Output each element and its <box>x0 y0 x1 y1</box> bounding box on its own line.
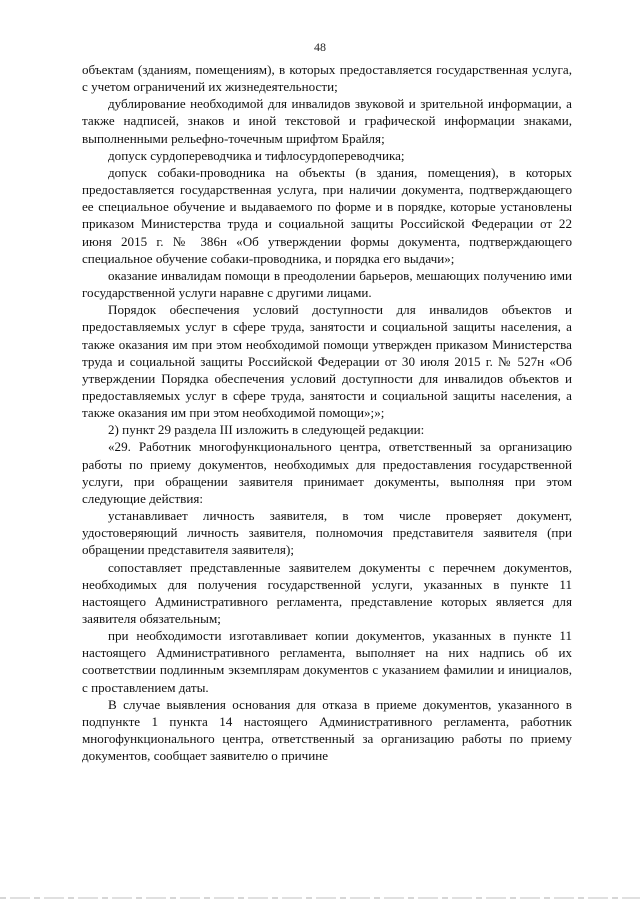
paragraph: при необходимости изготавливает копии документов, указанных в пункте 11 настоящего Административного регламента, выполняет на них надпись об их соответствии подлинным экземплярам документов с указанием фамилии и инициалов, с проставлением даты. <box>82 628 572 695</box>
paragraph: сопоставляет представленные заявителем документы с перечнем документов, необходимых для получения государственной услуги, указанных в пункте 11 настоящего Административного регламента, представление которых является для заявителя обязательным; <box>82 559 572 626</box>
paragraph: «29. Работник многофункционального центра, ответственный за организацию работы по приему документов, необходимых для предоставления государственной услуги, при обращении заявителя принимает документы, выполняя при этом следующие действия: <box>82 439 572 506</box>
paragraph: объектам (зданиям, помещениям), в которых предоставляется государственная услуга, с учетом ограничений их жизнедеятельности; <box>82 62 572 95</box>
paragraph: 2) пункт 29 раздела III изложить в следующей редакции: <box>108 422 425 438</box>
paragraph: допуск собаки-проводника на объекты (в здания, помещения), в которых предоставляется государственная услуга, при наличии документа, подтверждающего ее специальное обучение и выдаваемого по форме и в порядке, которые установлены приказом Министерства труда и социальной защиты Российской Федерации от 22 июня 2015 г. № 386н «Об утверждении формы документа, подтверждающего специальное обучение собаки-проводника, и порядка его выдачи»; <box>82 164 572 266</box>
paragraph: дублирование необходимой для инвалидов звуковой и зрительной информации, а также надписей, знаков и иной текстовой и графической информации знаками, выполненными рельефно-точечным шрифтом Брайля; <box>82 96 572 146</box>
page-number: 48 <box>314 40 326 54</box>
document-body <box>82 61 572 764</box>
paragraph: В случае выявления основания для отказа в приеме документов, указанного в подпункте 1 пункта 14 настоящего Административного регламента, работник многофункционального центра, ответственный за организацию работы по приему документов, сообщает заявителю о причине <box>82 696 572 764</box>
paragraph: Порядок обеспечения условий доступности для инвалидов объектов и предоставляемых услуг в сфере труда, занятости и социальной защиты населения, а также оказания им при этом необходимой помощи утвержден приказом Министерства труда и социальной защиты Российской Федерации от 30 июля 2015 г. № 527н «Об утверждении Порядка обеспечения условий доступности для инвалидов объектов и предоставляемых услуг в сфере труда, занятости и социальной защиты населения, а также оказания им при этом необходимой помощи»;»; <box>82 302 572 421</box>
paragraph: допуск сурдопереводчика и тифлосурдопереводчика; <box>108 147 405 163</box>
paragraph: устанавливает личность заявителя, в том числе проверяет документ, удостоверяющий личность заявителя, полномочия представителя заявителя (при обращении представителя заявителя); <box>82 508 572 558</box>
paragraph: оказание инвалидам помощи в преодолении барьеров, мешающих получению ими государственной услуги наравне с другими лицами. <box>82 267 572 301</box>
scan-bottom-edge <box>0 897 640 899</box>
